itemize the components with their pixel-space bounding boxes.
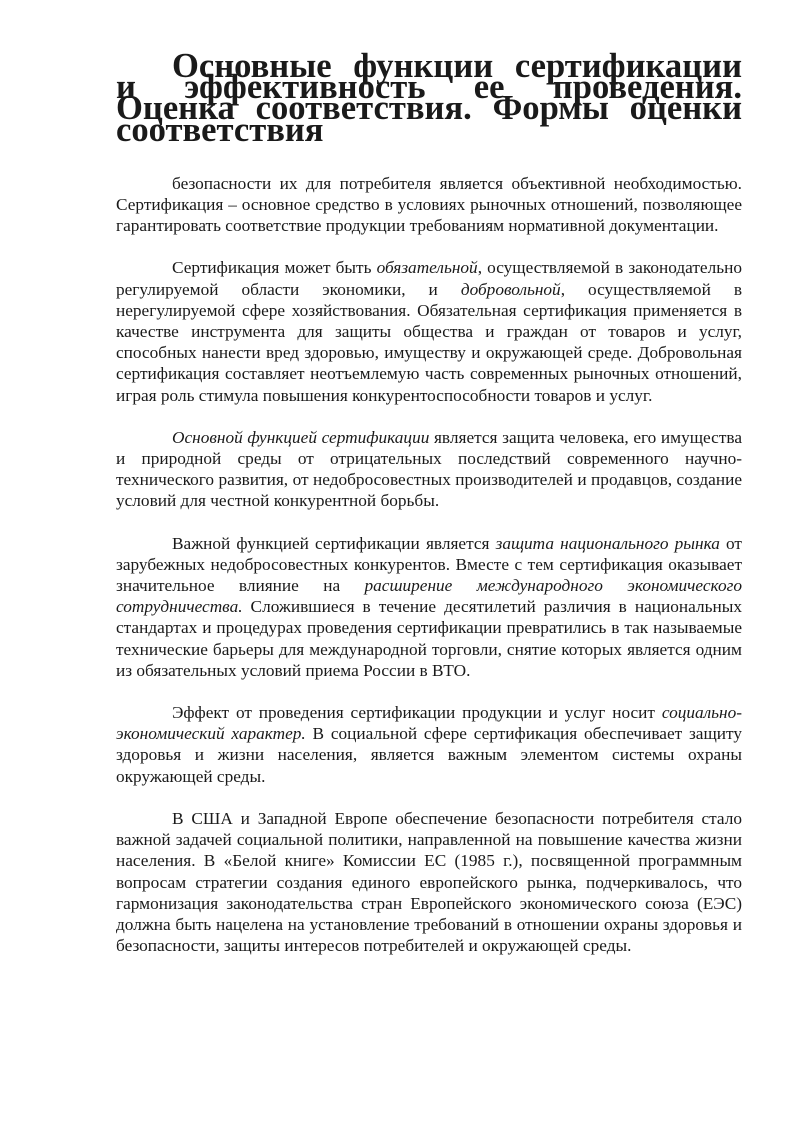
text-run: В США и Западной Европе обеспечение безопасности потребителя стало важной задачей социальной политики, направленной на повышение качества жизни населения. В «Белой книге» Комиссии ЕС (1985 г.), посвященной программным вопросам стратегии создания единого европейского рынка, подчеркивалось, что гармонизация законодательства стран Европейского экономического союза (ЕЭС) должна быть нацелена на установление требований в отношении охраны здоровья и безопасности, защиты интересов потребителей и окружающей среды. bbox=[116, 808, 742, 956]
text-run: Важной функцией сертификации является bbox=[172, 533, 496, 553]
text-run: безопасности их для потребителя является объективной необходимостью. Сертификация – основное средство в условиях рыночных отношений, позволяющее гарантировать соответствие продукции требованиям нормативной документации. bbox=[116, 173, 742, 236]
text-run: от зарубежных недобросовестных конкурентов. Вместе с тем сертификация оказывает значительное влияние на bbox=[116, 533, 742, 596]
paragraph bbox=[116, 808, 742, 956]
text-run: Сертификация может быть bbox=[172, 258, 377, 278]
text-run: Сложившиеся в течение десятилетий различия в национальных стандартах и процедурах проведения сертификации превратились в так называемые технические барьеры для международной торговли, снятие которых является одним из обязательных условий приема России в ВТО. bbox=[116, 597, 742, 680]
paragraph bbox=[116, 533, 742, 681]
italic-text: расширение международного экономического сотрудничества. bbox=[116, 576, 742, 617]
italic-text: социально-экономический характер. bbox=[116, 703, 742, 744]
paragraph bbox=[116, 427, 742, 512]
italic-text: обязательной bbox=[376, 258, 478, 278]
text-run: является защита человека, его имущества и природной среды от отрицательных последствий современного научно-технического развития, от недобросовестных производителей и продавцов, создание условий для честной конкурентной борьбы. bbox=[116, 427, 742, 511]
document-title: Основные функции сертификации и эффективность ее проведения. Оценка соответствия. Формы оценки соответствия bbox=[116, 47, 742, 149]
text-run: , осуществляемой в законодательно регулируемой области экономики, и bbox=[116, 258, 742, 299]
text-run: В социальной сфере сертификация обеспечивает защиту здоровья и жизни населения, является важным элементом системы охраны окружающей среды. bbox=[116, 724, 742, 786]
paragraph bbox=[116, 257, 742, 405]
text-run: Эффект от проведения сертификации продукции и услуг носит bbox=[172, 703, 662, 723]
document-page bbox=[116, 47, 742, 956]
document-body bbox=[116, 173, 742, 957]
paragraph bbox=[116, 173, 742, 237]
italic-text: добровольной bbox=[460, 279, 561, 299]
italic-text: Основной функцией сертификации bbox=[172, 427, 430, 447]
text-run: , осуществляемой в нерегулируемой сфере хозяйствования. Обязательная сертификация применяется в качестве инструмента для защиты общества и граждан от товаров и услуг, способных нанести вред здоровью, имуществу и окружающей среде. Добровольная сертификация составляет неотъемлемую часть современных рыночных отношений, играя роль стимула повышения конкурентоспособности товаров и услуг. bbox=[116, 279, 742, 405]
italic-text: защита национального рынка bbox=[495, 533, 720, 553]
paragraph bbox=[116, 702, 742, 787]
